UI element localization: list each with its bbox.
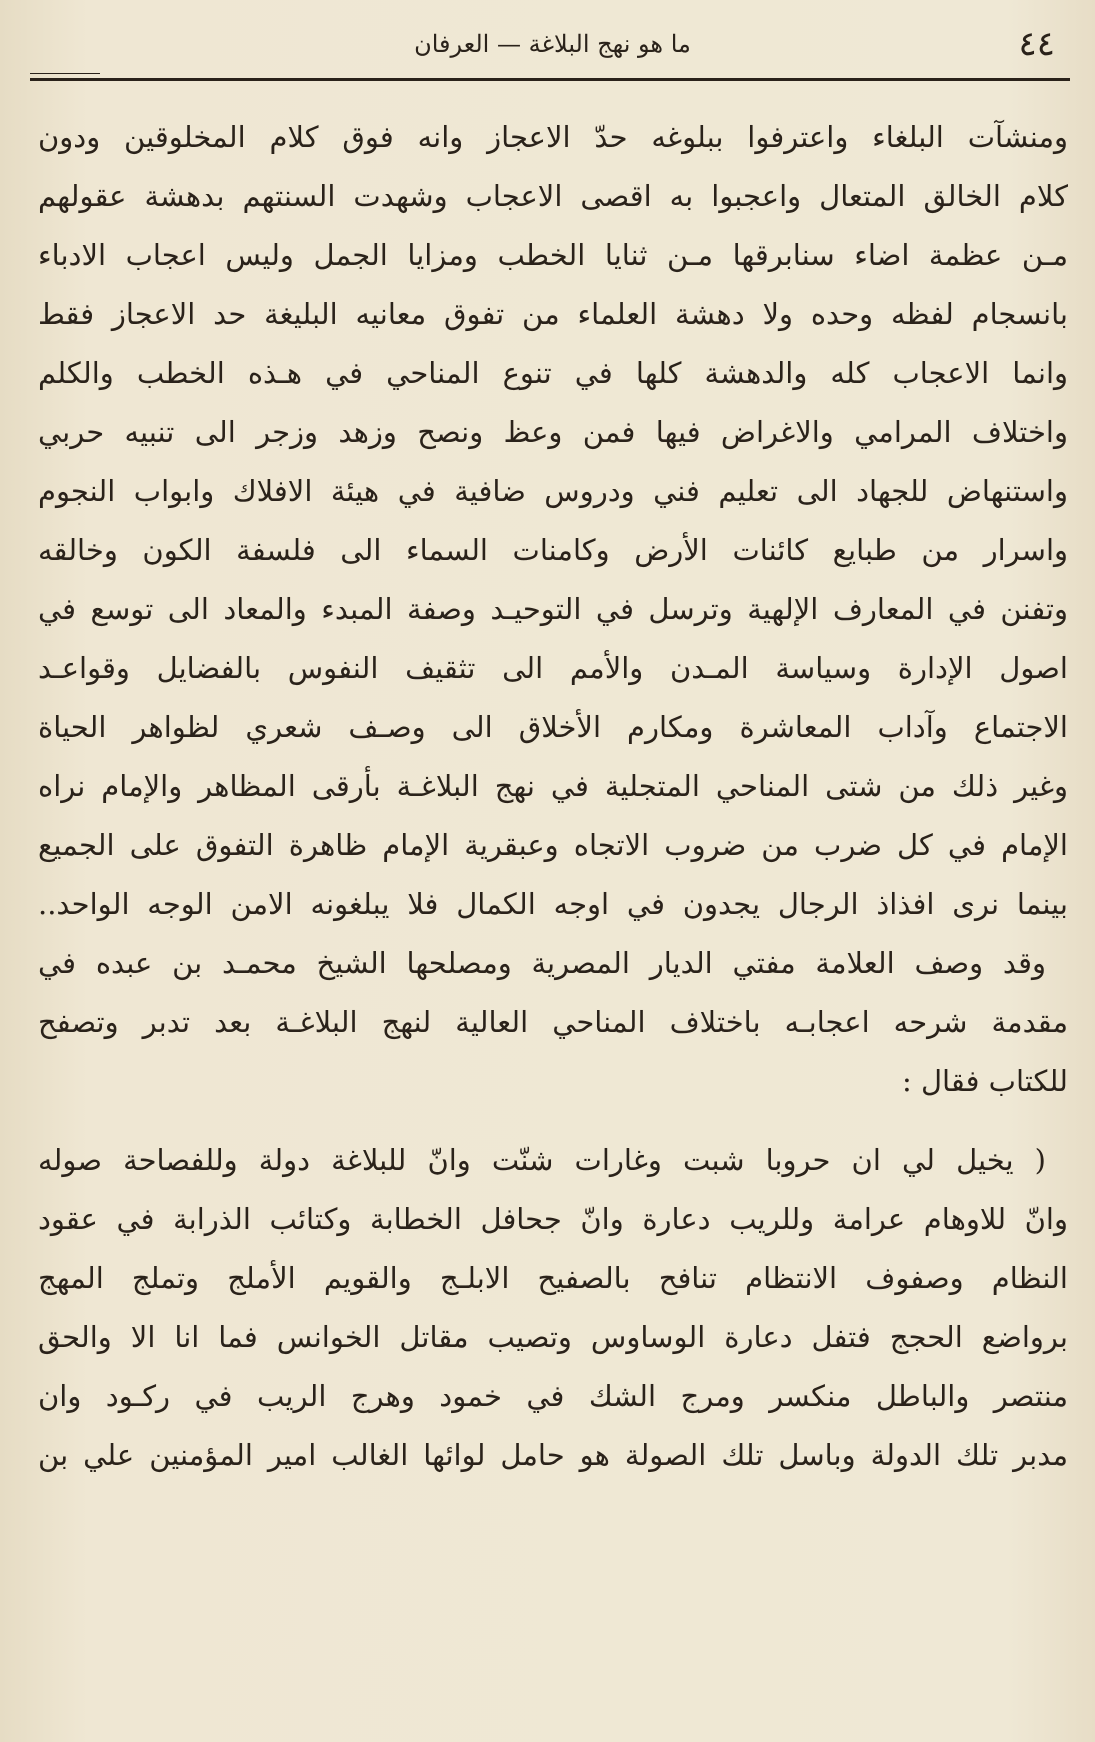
text-line: ومنشآت البلغاء واعترفوا ببلوغه حدّ الاعجاز وانه فوق كلام المخلوقين ودون xyxy=(38,120,1068,154)
text-line: برواضع الحجج فتفل دعارة الوساوس وتصيب مقاتل الخوانس فما انا الا والحق xyxy=(38,1320,1068,1354)
body-text xyxy=(38,108,1068,1485)
text-line: وانما الاعجاب كله والدهشة كلها في تنوع المناحي في هـذه الخطب والكلم xyxy=(38,356,1068,390)
text-line: الاجتماع وآداب المعاشرة ومكارم الأخلاق الى وصـف شعري لظواهر الحياة xyxy=(38,710,1068,744)
text-line: بانسجام لفظه وحده ولا دهشة العلماء من تفوق معانيه البليغة حد الاعجاز فقط xyxy=(38,297,1068,331)
text-line: مدبر تلك الدولة وباسل تلك الصولة هو حامل لوائها الغالب امير المؤمنين علي بن xyxy=(38,1438,1068,1472)
header-rule-thin xyxy=(30,73,100,74)
page-number: ٤٤ xyxy=(1018,24,1055,64)
text-line: واسرار من طبايع كائنات الأرض وكامنات السماء الى فلسفة الكون وخالقه xyxy=(38,533,1068,567)
text-line: مقدمة شرحه اعجابـه باختلاف المناحي العالية لنهج البلاغـة بعد تدبر وتصفح xyxy=(38,1005,1068,1039)
text-line: منتصر والباطل منكسر ومرج الشك في خمود وهرج الريب في ركـود وان xyxy=(38,1379,1068,1413)
running-head: ما هو نهج البلاغة — العرفان xyxy=(414,30,691,58)
text-line: مـن عظمة اضاء سنابرقها مـن ثنايا الخطب ومزايا الجمل وليس اعجاب الادباء xyxy=(38,238,1068,272)
text-line: وقد وصف العلامة مفتي الديار المصرية ومصلحها الشيخ محمـد بن عبده في xyxy=(38,946,1046,980)
text-line: وتفنن في المعارف الإلهية وترسل في التوحيـد وصفة المبدء والمعاد الى توسع في xyxy=(38,592,1068,626)
text-line: بينما نرى افذاذ الرجال يجدون في اوجه الكمال فلا يبلغونه الامن الوجه الواحد.. xyxy=(38,887,1068,921)
header-rule xyxy=(30,78,1070,81)
text-line: الإمام في كل ضرب من ضروب الاتجاه وعبقرية الإمام ظاهرة التفوق على الجميع xyxy=(38,828,1068,862)
text-line: واستنهاض للجهاد الى تعليم فني ودروس ضافية في هيئة الافلاك وابواب النجوم xyxy=(38,474,1068,508)
text-line: للكتاب فقال : xyxy=(902,1064,1068,1098)
text-line: واختلاف المرامي والاغراض فيها فمن وعظ ونصح وزهد وزجر الى تنبيه حربي xyxy=(38,415,1068,449)
text-line: اصول الإدارة وسياسة المـدن والأمم الى تثقيف النفوس بالفضايل وقواعـد xyxy=(38,651,1068,685)
text-line: وغير ذلك من شتى المناحي المتجلية في نهج البلاغـة بأرقى المظاهر والإمام نراه xyxy=(38,769,1068,803)
text-line: ( يخيل لي ان حروبا شبت وغارات شنّت وانّ للبلاغة دولة وللفصاحة صوله xyxy=(38,1143,1046,1177)
text-line: وانّ للاوهام عرامة وللريب دعارة وانّ جحافل الخطابة وكتائب الذرابة في عقود xyxy=(38,1202,1068,1236)
text-line: النظام وصفوف الانتظام تنافح بالصفيح الابلـج والقويم الأملج وتملج المهج xyxy=(38,1261,1068,1295)
page-header xyxy=(30,18,1075,68)
text-line: كلام الخالق المتعال واعجبوا به اقصى الاعجاب وشهدت السنتهم بدهشة عقولهم xyxy=(38,179,1068,213)
